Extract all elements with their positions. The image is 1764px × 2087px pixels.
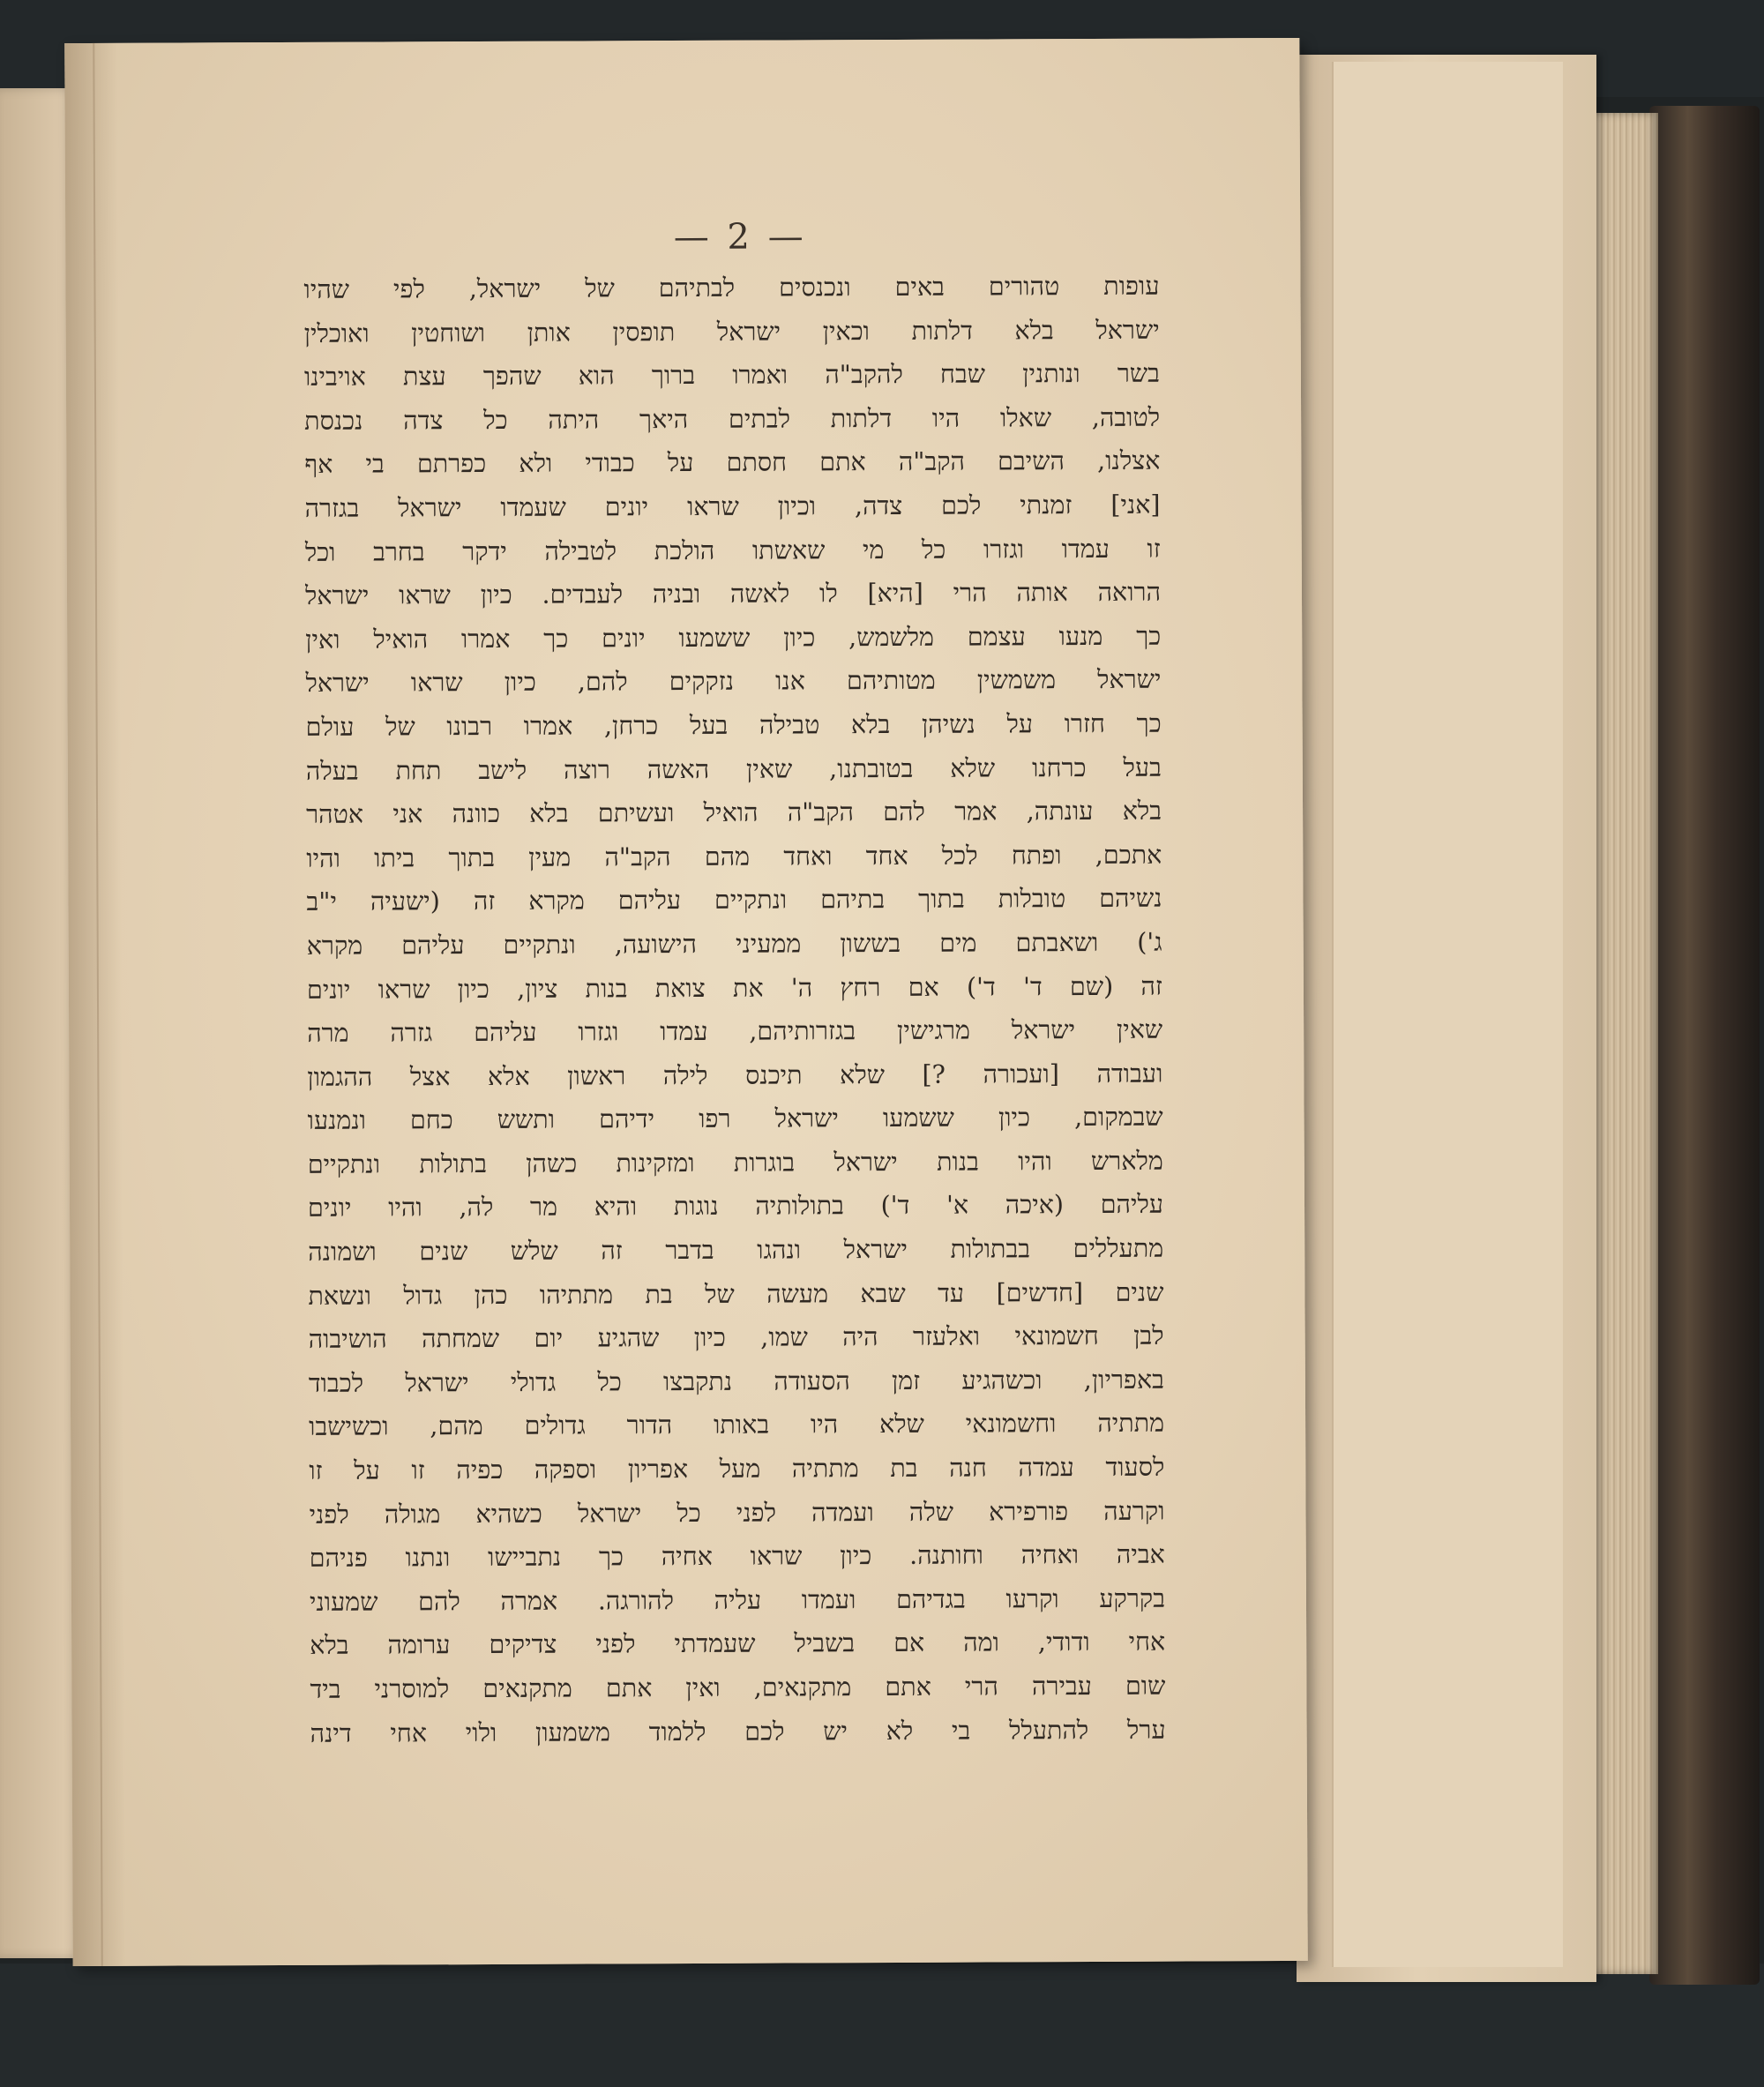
text-line: עליהם (איכה א' ד') בתולותיה נוגות והיא מר לה, והיו יונים xyxy=(307,1189,1164,1223)
text-line: לסעוד עמדה חנה בת מתתיה מעל אפריון וספקה כפיה זו על זו xyxy=(309,1451,1165,1485)
text-line: עופות טהורים באים ונכנסים לבתיהם של ישראל, לפי שהיו xyxy=(303,270,1160,304)
text-line: לבן חשמונאי ואלעזר היה שמו, כיון שהגיע יום שמחתה הושיבוה xyxy=(308,1320,1164,1355)
text-line: כך מנעו עצמם מלשמש, כיון ששמעו יונים כך אמרו הואיל ואין xyxy=(305,620,1162,655)
text-line: וקרעה פורפירא שלה ועמדה לפני כל ישראל כשהיא מגולה לפני xyxy=(309,1495,1165,1530)
text-line: זה (שם ד' ד') אם רחץ ה' את צואת בנות ציון, כיון שראו יונים xyxy=(306,970,1162,1005)
text-line: שאין ישראל מרגישין בגזרותיהם, עמדו וגזרו עליהם גזרה מרה xyxy=(307,1014,1163,1048)
text-line: מתתיה וחשמונאי שלא היו באותו הדור גדולים מהם, וכשישבו xyxy=(309,1408,1165,1442)
text-line: באפריון, וכשהגיע זמן הסעודה נתקבצו כל גדולי ישראל לכבוד xyxy=(308,1364,1164,1398)
text-line: נשיהם טובלות בתוך בתיהם ונתקיים עליהם מקרא זה (ישעיה י"ב xyxy=(306,882,1162,917)
text-line: מתעללים בבתולות ישראל ונהגו בדבר זה שלש שנים ושמונה xyxy=(308,1232,1164,1267)
book-page xyxy=(64,38,1307,1966)
text-line: לטובה, שאלו היו דלתות לבתים היאך היתה כל צדה נכנסת xyxy=(304,401,1161,436)
text-line: בעל כרחנו שלא בטובתנו, שאין האשה רוצה לישב תחת בעלה xyxy=(305,752,1162,786)
text-line: [אני] זמנתי לכם צדה, וכיון שראו יונים שעמדו ישראל בגזרה xyxy=(304,489,1161,523)
text-line: בשר ונותנין שבח להקב"ה ואמרו ברוך הוא שהפך עצת אויבינו xyxy=(303,357,1160,393)
text-line: ישראל בלא דלתות וכאין ישראל תופסין אותן ושוחטין ואוכלין xyxy=(303,314,1160,348)
page-stack-inner xyxy=(1332,62,1563,1967)
page-number: — 2 — xyxy=(673,216,807,258)
text-line: הרואה אותה הרי [היא] לו לאשה ובניה לעבדים. כיון שראו ישראל xyxy=(304,576,1162,611)
text-line: מלארש והיו בנות ישראל בוגרות ומזקינות כשהן בתולות ונתקיים xyxy=(307,1145,1163,1179)
book-cover-spine xyxy=(1649,106,1760,1985)
text-line: שנים [חדשים] עד שבא מעשה של בת מתתיהו כהן גדול ונשאת xyxy=(308,1276,1164,1311)
text-line: ג') ושאבתם מים בששון ממעיני הישועה, ונתקיים עליהם מקרא xyxy=(306,926,1162,961)
text-line: בקרקע וקרעו בגדיהם ועמדו עליה להורגה. אמרה להם שמעוני xyxy=(309,1582,1166,1617)
text-line: ישראל משמשין מטותיהם אנו נזקקים להם, כיון שראו ישראל xyxy=(305,663,1162,699)
text-line: ועבודה [ועכורה ?] שלא תיכנס לילה ראשון אלא אצל ההגמון xyxy=(307,1058,1163,1092)
page-text xyxy=(303,265,1165,1755)
text-line: בלא עונתה, אמר להם הקב"ה הואיל ועשיתם בלא כוונה אני אטהר xyxy=(305,795,1162,830)
text-line: אביה ואחיה וחותנה. כיון שראו אחיה כך נתביישו ונתנו פניהם xyxy=(309,1538,1165,1574)
text-line: שבמקום, כיון ששמעו ישראל רפו ידיהם ותשש כחם ונמנעו xyxy=(307,1101,1163,1136)
text-line: שום עבירה הרי אתם מתקנאים, ואין אתם מתקנאים למוסרני ביד xyxy=(310,1670,1166,1704)
text-line: ערל להתעלל בי לא יש לכם ללמוד משמעון ולוי אחי דינה xyxy=(310,1714,1166,1748)
text-line: אתכם, ופתח לכל אחד ואחד מהם הקב"ה מעין בתוך ביתו והיו xyxy=(306,839,1162,873)
background-bottom xyxy=(0,1964,1764,2087)
text-line: אצלנו, השיבם הקב"ה אתם חסתם על כבודי ולא כפרתם בי אף xyxy=(304,445,1161,480)
text-line: אחי ודודי, ומה אם בשביל שעמדתי לפני צדיקים ערומה בלא xyxy=(310,1627,1166,1661)
text-line: כך חזרו על נשיהן בלא טבילה בעל כרחן, אמרו רבונו של עולם xyxy=(305,707,1162,742)
text-line: זו עמדו וגזרו כל מי שאשתו הולכת לטבילה ידקר בחרב וכל xyxy=(304,533,1161,567)
